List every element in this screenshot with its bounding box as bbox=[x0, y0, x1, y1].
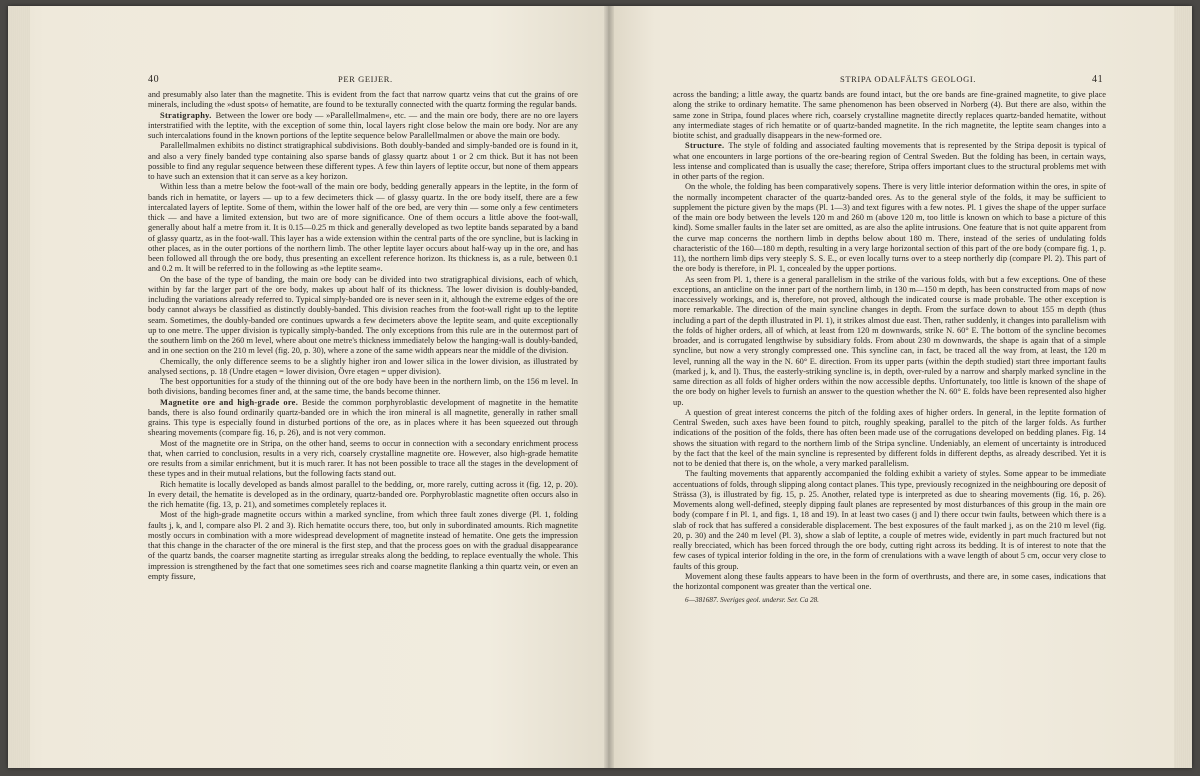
paragraph-text: On the base of the type of banding, the main ore body can be divided into two stratigraphical divisions, each of which, within by far the larger part of the ore body, makes up about half of its thickness. The lower division is doubly-banded, including the variations already referred to. Typical simply-banded ore is never seen in it, although the extreme edges of the ore body cannot always be classified as distinctly doubly-banded. This division reaches from the foot-wall right up to the leptite seam. Sometimes, the doubly-banded ore continues upwards a few decimeters above the leptite seam, and quite exceptionally up to one metre. The upper division is typically simply-banded. The only exceptions from this rule are in the outermost part of the southern limb on the 260 m level, where about one metre's thickness immediately below the hanging-wall is doubly-banded, and in one section on the 210 m level (fig. 20, p. 30), where a zone of the same width appears near the middle of the division. bbox=[148, 274, 578, 356]
paragraph bbox=[673, 408, 1106, 470]
book-spread bbox=[8, 6, 1192, 768]
paragraph bbox=[148, 90, 578, 111]
page-edge-stack bbox=[1174, 6, 1192, 768]
section-heading: Magnetite ore and high-grade ore. bbox=[160, 397, 299, 407]
page-number: 40 bbox=[148, 74, 160, 85]
right-page bbox=[608, 6, 1192, 768]
paragraph bbox=[148, 510, 578, 582]
paragraph bbox=[148, 111, 578, 142]
section-heading: Stratigraphy. bbox=[160, 110, 212, 120]
paragraph-text: Parallellmalmen exhibits no distinct stratigraphical subdivisions. Both doubly-banded and simply-banded ore is found in it, and also a very finely banded type containing also sparse bands of glassy quartz about 1 or 2 cm thick. But it has not been possible to find any regular sequence between these different types. A few thin layers of leptite occur, but none of them appears to have such an extension that it can serve as a key horizon. bbox=[148, 141, 578, 181]
paragraph bbox=[673, 90, 1106, 141]
paragraph bbox=[148, 439, 578, 480]
paragraph-text: Movement along these faults appears to have been in the form of overthrusts, and there are, in some cases, indications that the horizontal component was greater than the vertical one. bbox=[673, 571, 1106, 591]
left-page bbox=[8, 6, 608, 768]
page-edge-stack bbox=[8, 6, 30, 768]
paragraph bbox=[148, 141, 578, 182]
paragraph-text: and presumably also later than the magnetite. This is evident from the fact that narrow quartz veins that cut the grains of ore minerals, including the »dust spots« of hematite, are found to be texturally connected with the quartz forming the regular bands. bbox=[148, 90, 578, 110]
paragraph-text: As seen from Pl. 1, there is a general parallelism in the strike of the various folds, with but a few exceptions. One of these exceptions, an anticline on the inner part of the northern limb, in 130 m—150 m depth, has been constructed from maps of now inaccessively workings, and is, therefore, not proved, although the indicated course is made probable. The other exception is more remarkable. The direction of the main syncline changes in depth. From the surface down to about 155 m depth (thus including a part of the depth illustrated in Pl. 1), it strikes almost due east. Then, rather suddenly, it changes into parallelism with the folds of higher orders, all of which, at least from 120 m downwards, strike N. 60° E. The bottom of the syncline becomes broader, and is corrugated lengthwise by subsidiary folds. From about 230 m downwards, the shape is again that of a simple syncline, but now a very strongly compressed one. This syncline can, in fact, be traced all the way from, at least, the 120 m level, running all the way in the N. 60° E. direction. From its upper parts (within the depth studied) start three important faults (marked j, k, and l). Thus, the easterly-striking syncline is, in depth, over-ruled by a narrow and sharply marked syncline in the same direction as all folds of higher orders within the now accessible depths. Unfortunately, too little is known of the shape of the ore body on higher levels to furnish an answer to the question whether the N. 60° E. folds have been represented also higher up. bbox=[673, 274, 1106, 407]
paragraph bbox=[673, 141, 1106, 182]
paragraph bbox=[148, 480, 578, 511]
page-number: 41 bbox=[1092, 74, 1104, 85]
paragraph-text: Within less than a metre below the foot-wall of the main ore body, bedding generally appears in the leptite, in the form of bands rich in hematite, or layers — up to a few decimeters thick — of glassy quartz. In the ore body itself, there are a few intercalated layers of leptite. Some of them, within the lower half of the ore bed, are very thin — some only a few centimeters thick — and have a limited extension, but two are of more significance. One of them occurs a little above the foot-wall, generally about half a metre from it. It is 0.15—0.25 m thick and generally developed as two leptite bands separated by a band of glassy quartz, as in the foot-wall. This layer has a wide extension within the central parts of the ore syncline, but is lacking in other places, as in the outer portions of the northern limb. The other leptite layer occurs about half-way up in the ore, and has been followed all through the ore body, thus presenting an excellent reference horizon. Its thickness is, as a rule, between 0.1 and 0.2 m. It will be referred to in the following as »the leptite seam«. bbox=[148, 182, 578, 274]
paragraph-text: On the whole, the folding has been comparatively sopens. There is very little interior deformation within the ores, in spite of the normally incompetent character of the quartz-banded ores. As to the general style of the folds, it may be sufficient to supplement the picture given by the maps (Pl. 1—3) and text figures with a few notes. Pl. 1 gives the shape of the upper surface of the main ore body between the levels 120 m and 260 m (above 120 m, too little is known on which to base a picture of this kind). Some smaller faults in the later set are omitted, as are also the aplite intrusions. One feature that is not quite apparent from the curve map concerns the northern limb in depths below about 180 m. There, instead of the series of undulating folds characteristic of the 160—180 m depth, resulting in a very large horizontal section of this part of the ore body (compare fig. 1, p. 11), the northern limb dips very steeply S. S. E., or even locally turns over to a steep northerly dip (compare Pl. 2). This part of the ore body is therefore, in Pl. 1, concealed by the upper portions. bbox=[673, 182, 1106, 274]
paragraph-text: across the banding; a little away, the quartz bands are found intact, but the ore bands are fine-grained magnetite, to give place along the strike to ordinary hematite. The same phenomenon has been observed in Norberg (4). But there are also, within the same zone in Stripa, found places where rich, coarsely crystalline magnetite directly replaces quartz-banded hematite, without any intermediate stages of rich hematite or of quartz-banded magnetite. In the rich magnetite, the leptite seam changes into a biotite schist, and gradually disappears in the new-formed ore. bbox=[673, 90, 1106, 140]
paragraph bbox=[673, 275, 1106, 408]
body-text bbox=[673, 90, 1106, 606]
paragraph bbox=[673, 182, 1106, 274]
paragraph bbox=[673, 572, 1106, 593]
paragraph-text: Most of the high-grade magnetite occurs within a marked syncline, from which three fault zones diverge (Pl. 1, folding faults j, k, and l, compare also Pl. 2 and 3). Rich hematite occurs there, too, but only in subordinated amounts. Rich magnetite mostly occurs in combination with a more widespread development of magnetite instead of hematite. One gets the impression that this change in the character of the ore mineral is the first step, and that the process goes on with the gradual disappearance of the quartz bands, the coarser magnetite starting as irregular streaks along the bedding, to replace eventually the whole. This impression is strengthened by the fact that one sometimes sees rich and coarse magnetite flanking a thin quartz vein, or even an empty fissure, bbox=[148, 510, 578, 581]
paragraph-text: Between the lower ore body — »Parallellmalmen«, etc. — and the main ore body, there are no ore layers interstratified with the leptite, with the exception of some thin, local layers right close below the main ore body. Nor are any such intercalations found in the known portions of the leptite sequence below Parallellmalmen or above the main ore body. bbox=[148, 110, 578, 140]
paragraph-text: The faulting movements that apparently accompanied the folding exhibit a variety of styles. Some appear to be immediate accentuations of folds, through slipping along contact planes. This type, previously recognized in the neighbouring ore deposit of Strässa (3), is illustrated by fig. 15, p. 25. Another, related type is interpreted as due to shearing movements (fig. 16, p. 26). Movements along well-defined, steeply dipping fault planes are represented by most disturbances of this group in the main ore body (compare f in Pl. 1, and figs. 1, 18 and 19). In at least two cases (j and l) there occur twin faults, between which there is a slab of rock that has suffered a considerable displacement. The best exposures of the fault marked j, as on the 210 m level (fig. 20, p. 30) and the 240 m level (Pl. 3), show a slab of leptite, a couple of metres wide, evidently in part much fractured but not really brecciated, which has been forced through the ore body, cutting right across its bedding. It is of interest to note that the few cases of typical interior folding in the ore, in the form of crenulations with a wave length of about 5 cm, occur very close to faults of this group. bbox=[673, 469, 1106, 571]
section-heading: Structure. bbox=[685, 141, 725, 151]
paragraph bbox=[148, 398, 578, 439]
body-text bbox=[148, 90, 578, 582]
paragraph-text: The best opportunities for a study of the thinning out of the ore body have been in the northern limb, on the 156 m level. In both divisions, banding becomes finer and, at the same time, the bands become thinner. bbox=[148, 377, 578, 397]
running-head: STRIPA ODALFÄLTS GEOLOGI. bbox=[840, 74, 976, 84]
paragraph bbox=[148, 377, 578, 398]
paragraph bbox=[148, 357, 578, 378]
book-gutter bbox=[604, 6, 614, 768]
page-footnote: 6—381687. Sveriges geol. undersr. Ser. Ca 28. bbox=[685, 596, 819, 605]
paragraph bbox=[148, 182, 578, 274]
paragraph bbox=[148, 275, 578, 357]
running-head: PER GEIJER. bbox=[338, 74, 393, 84]
paragraph-text: A question of great interest concerns the pitch of the folding axes of higher orders. In general, in the leptite formation of Central Sweden, such axes have been found to pitch, roughly speaking, parallel to the pitch of the larger folds. As further indications of the position of the folds, there has often been made use of the corrugations developed on bedding planes. Fig. 14 shows the situation with regard to the northern limb of the Stripa syncline. Undeniably, an element of uncertainty is introduced by the fact that the keel of the main syncline is represented by different folds in different depths, as already described. Yet it is not to be denied that there is, on the whole, a very marked parallelism. bbox=[673, 407, 1106, 468]
paragraph-text: Chemically, the only difference seems to be a slightly higher iron and lower silica in the lower division, as illustrated by analysed sections, p. 18 (Undre etagen = lower division, Övre etagen = upper division). bbox=[148, 356, 578, 376]
paragraph-text: Beside the common porphyroblastic development of magnetite in the hematite bands, there is also found ordinarily quartz-banded ore in which the iron mineral is all magnetite, generally in rather small grains. This type is especially found in disturbed portions of the ore, as in places where it has been squeezed out through shearing movements (compare fig. 16, p. 26), and is not very common. bbox=[148, 397, 578, 438]
paragraph-text: The style of folding and associated faulting movements that is represented by the Stripa deposit is typical of what one encounters in large portions of the ore-bearing region of Central Sweden. But the folding has been, in certain ways, less intense and complicated than is usually the case; therefore, Stripa offers important clues to the structural problems met with in other parts of the region. bbox=[673, 141, 1106, 181]
paragraph-text: Rich hematite is locally developed as bands almost parallel to the bedding, or, more rarely, cutting across it (fig. 12, p. 20). In every detail, the hematite is developed as in the ordinary, quartz-banded ore. Porphyroblastic magnetite often occurs also in the rich hematite (fig. 13, p. 21), and sometimes completely replaces it. bbox=[148, 479, 578, 509]
paragraph bbox=[673, 469, 1106, 572]
paragraph-text: Most of the magnetite ore in Stripa, on the other hand, seems to occur in connection with a secondary enrichment process that, when carried to conclusion, results in a very rich, coarsely crystalline magnetite ore. However, also high-grade hematite ore results from a similar enrichment, but it is much rarer. It has not been possible to trace all the stages in the development of these types and in their mutual relations, but the following facts stand out. bbox=[148, 438, 578, 479]
